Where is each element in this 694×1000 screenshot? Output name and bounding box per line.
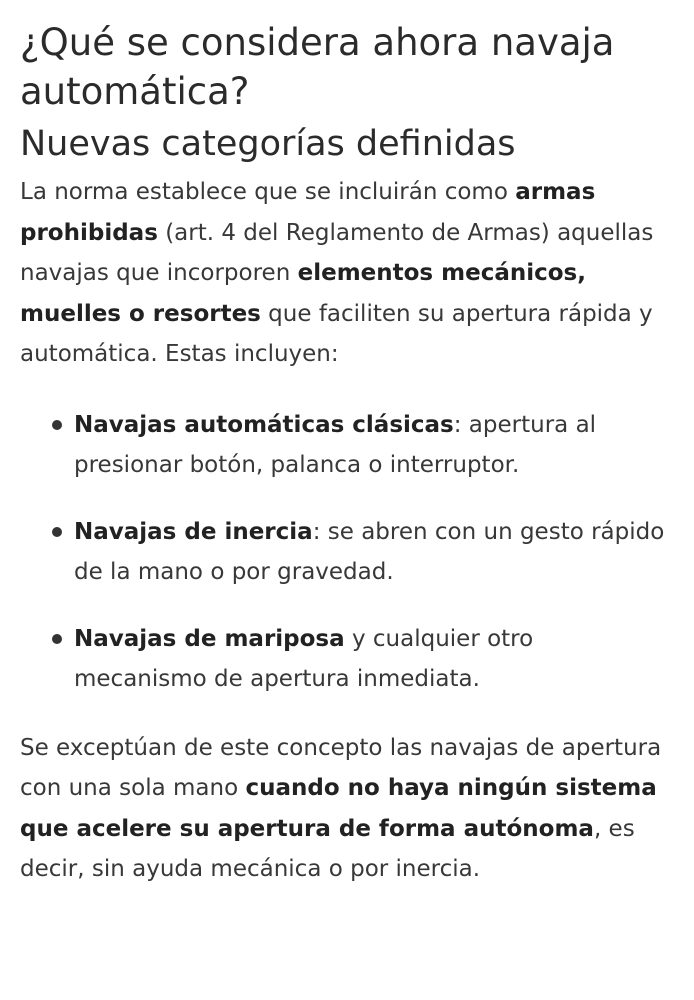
bullet-icon — [52, 634, 62, 644]
intro-paragraph — [20, 172, 672, 375]
list-item-bold: Navajas automáticas clásicas — [74, 411, 454, 438]
list-item-bold: Navajas de mariposa — [74, 625, 345, 652]
intro-text-2: (art. 4 del Reglamento de Armas) aquellas navajas que incorporen — [20, 219, 654, 286]
list-item — [74, 619, 672, 700]
bullet-icon — [52, 527, 62, 537]
list-item — [74, 405, 672, 486]
page-title: ¿Qué se considera ahora navaja automática? — [20, 21, 615, 113]
intro-text-3: que faciliten su apertura rápida y automática. Estas incluyen: — [20, 300, 653, 367]
outro-text-1: Se exceptúan de este concepto las navajas de apertura con una sola mano — [20, 734, 662, 801]
list-item-text: y cualquier otro mecanismo de apertura inmediata. — [74, 625, 534, 692]
outro-text-2: , es decir, sin ayuda mecánica o por inercia. — [20, 815, 635, 882]
list-item — [74, 512, 672, 593]
intro-text-1: La norma establece que se incluirán como — [20, 179, 516, 205]
outro-bold-1: cuando no haya ningún sistema que acelere su apertura de forma autónoma — [20, 775, 657, 842]
knife-types-list — [20, 405, 672, 700]
outro-paragraph — [20, 728, 672, 890]
intro-bold-1: armas prohibidas — [20, 179, 596, 246]
list-item-text: : apertura al presionar botón, palanca o interruptor. — [74, 411, 597, 478]
list-item-text: : se abren con un gesto rápido de la mano o por gravedad. — [74, 518, 665, 585]
intro-bold-2: elementos mecánicos, muelles o resortes — [20, 260, 586, 327]
list-item-bold: Navajas de inercia — [74, 518, 313, 545]
section-heading: Nuevas categorías definidas — [20, 124, 516, 164]
bullet-icon — [52, 420, 62, 430]
